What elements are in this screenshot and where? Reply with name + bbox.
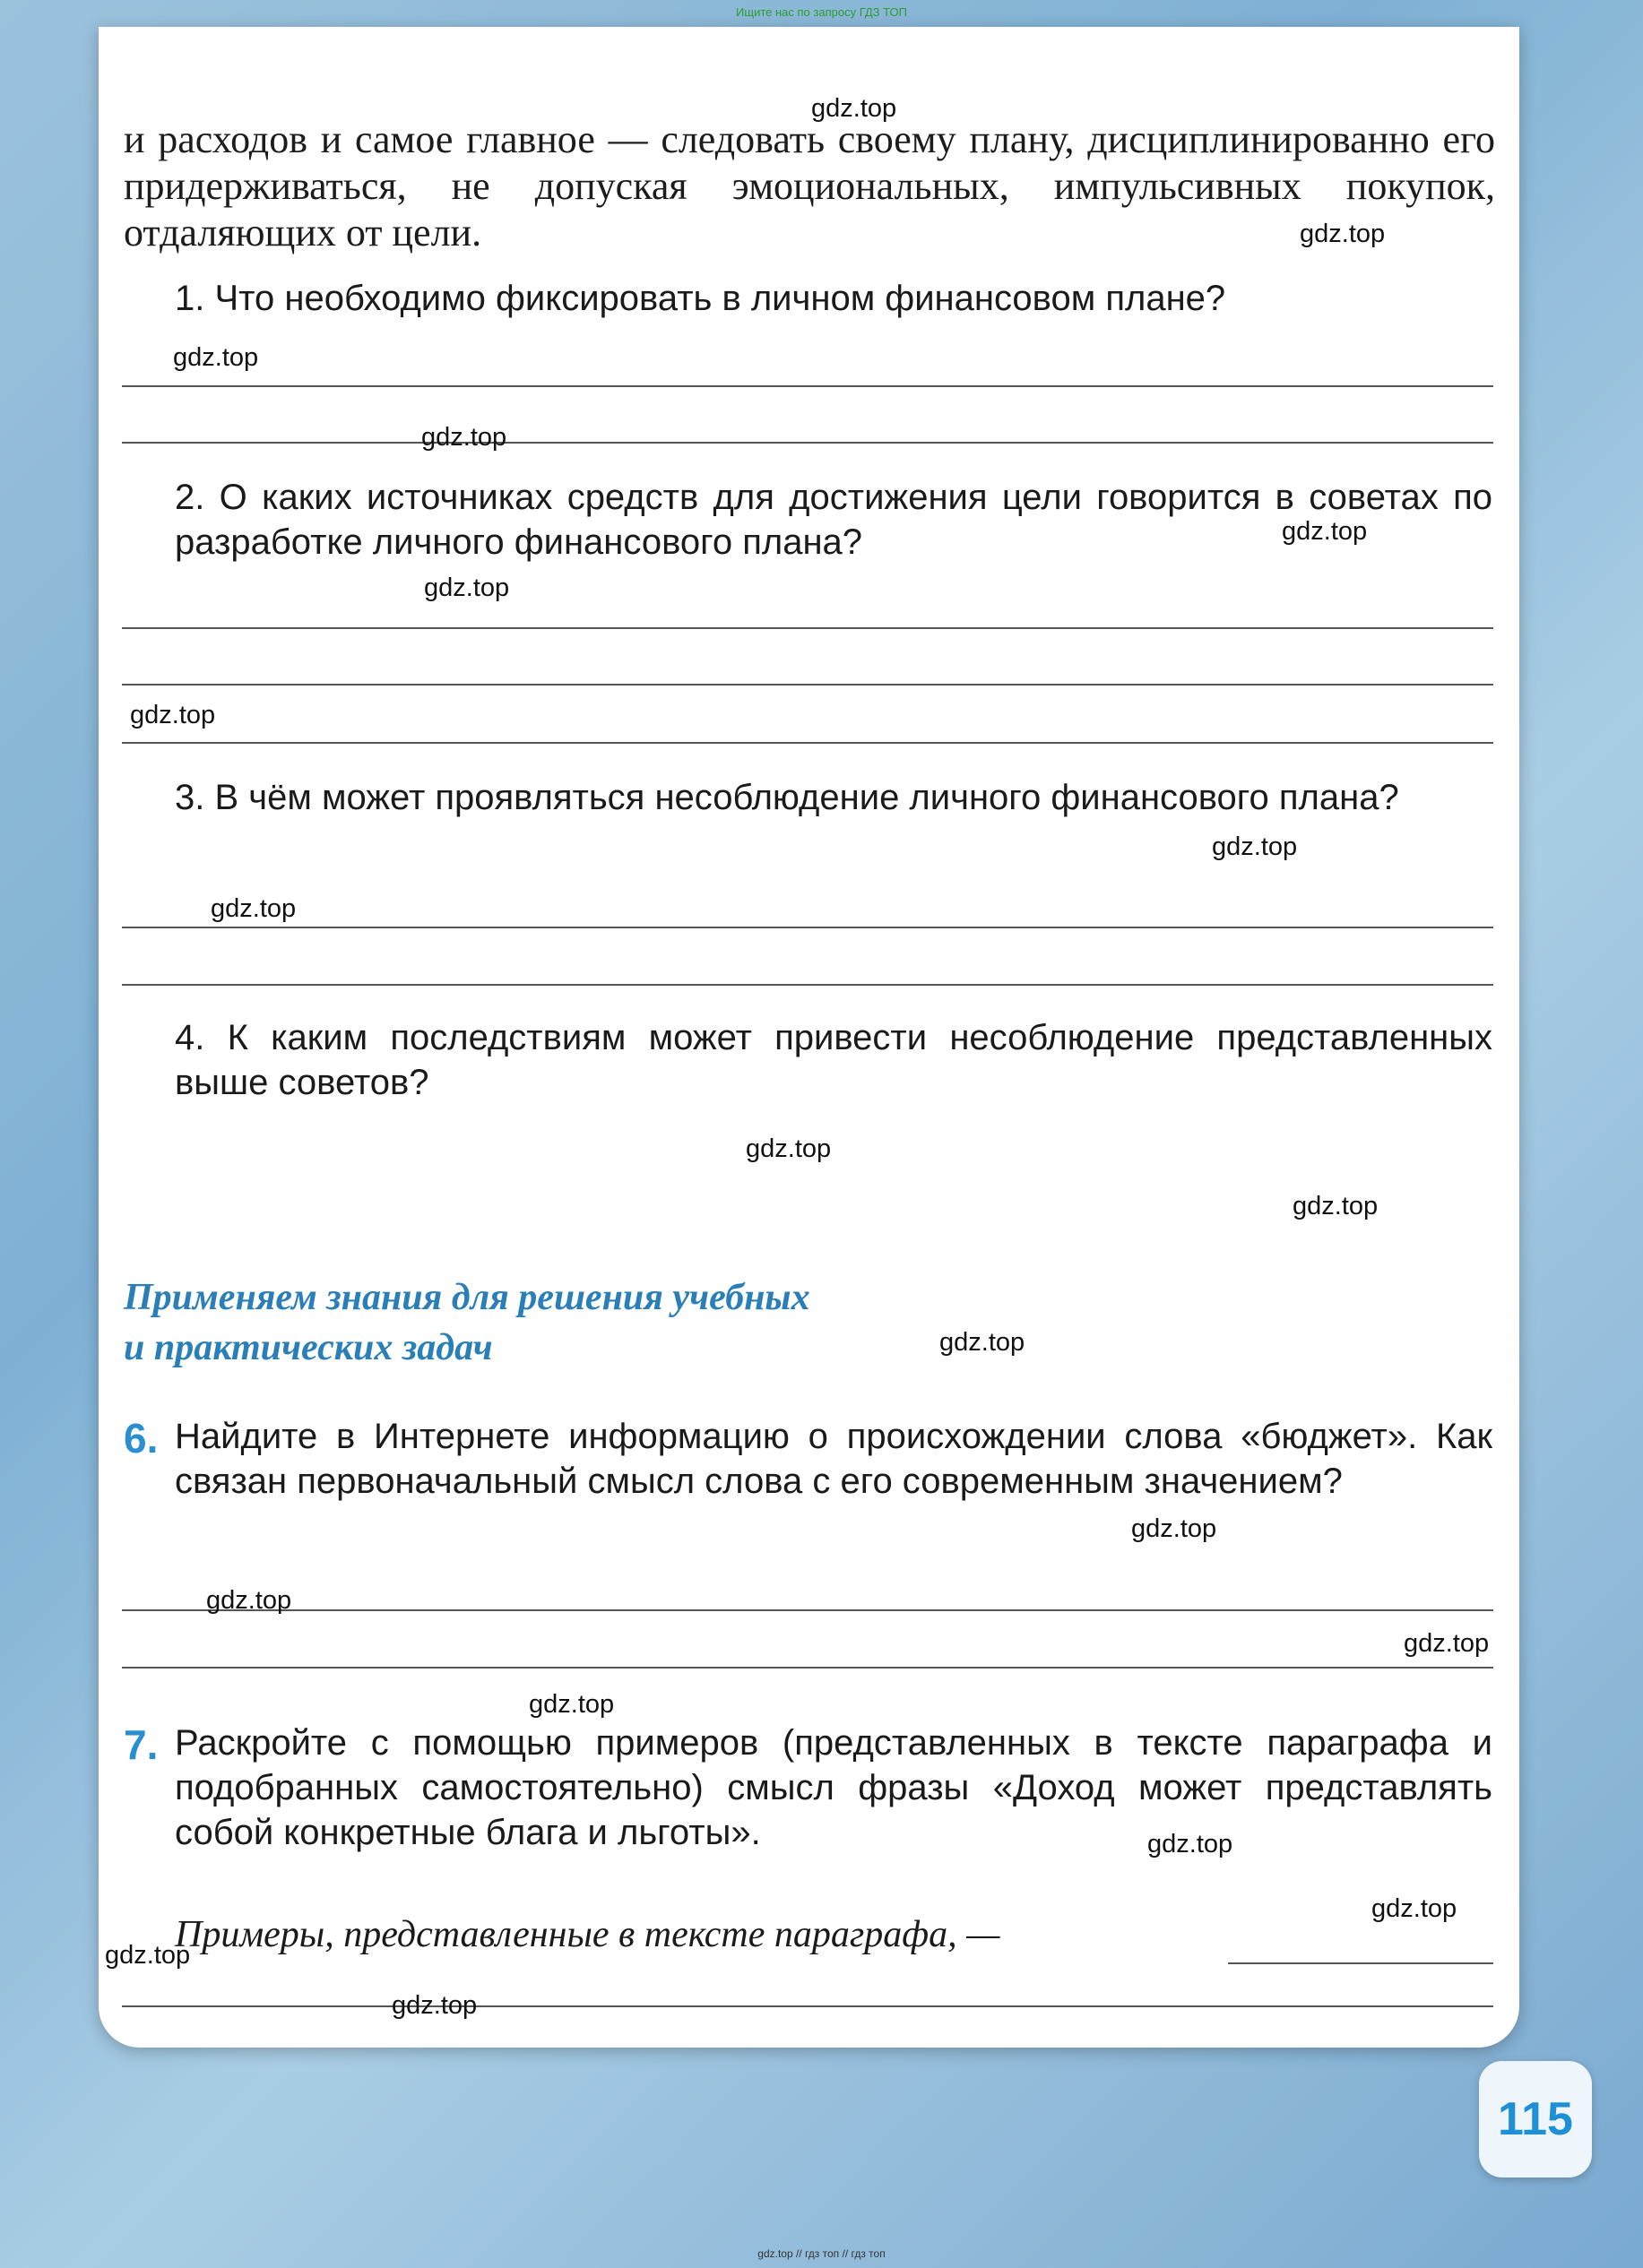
- answer-line[interactable]: [122, 2005, 1493, 2007]
- answer-line[interactable]: [122, 684, 1493, 686]
- watermark: gdz.top: [421, 423, 507, 452]
- page-number: 115: [1479, 2061, 1592, 2177]
- question-1: 1. Что необходимо фиксировать в личном финансовом плане?: [175, 279, 1226, 318]
- watermark: gdz.top: [1404, 1629, 1490, 1658]
- answer-line[interactable]: [122, 627, 1493, 629]
- task-6-text: Найдите в Интернете информацию о происхождении слова «бюджет». Как связан первоначальный смысл слова с его современным значением?: [175, 1417, 1492, 1501]
- task-6-number: 6.: [124, 1415, 159, 1462]
- answer-line[interactable]: [122, 927, 1493, 928]
- question-2: 2. О каких источниках средств для достижения цели говорится в советах по разработке личного финансового плана?: [175, 478, 1492, 562]
- watermark: gdz.top: [105, 1941, 191, 1970]
- question-4: 4. К каким последствиям может привести несоблюдение представленных выше советов?: [175, 1018, 1492, 1102]
- watermark: gdz.top: [1212, 832, 1298, 861]
- section-title-line-2: и практических задач: [124, 1327, 493, 1368]
- answer-line[interactable]: [122, 1609, 1493, 1611]
- watermark: gdz.top: [424, 573, 510, 602]
- examples-prompt: Примеры, представленные в тексте параграфа, —: [175, 1914, 1000, 1955]
- watermark: gdz.top: [206, 1586, 292, 1615]
- watermark: gdz.top: [1131, 1514, 1217, 1543]
- watermark: gdz.top: [1371, 1894, 1457, 1923]
- answer-line[interactable]: [122, 984, 1493, 986]
- bottom-banner: gdz.top // гдз топ // гдз топ: [757, 2247, 886, 2260]
- watermark: gdz.top: [811, 94, 897, 123]
- section-title: [124, 1272, 1199, 1373]
- watermark: gdz.top: [211, 894, 297, 923]
- watermark: gdz.top: [1147, 1830, 1233, 1858]
- answer-line[interactable]: [122, 385, 1493, 387]
- watermark: gdz.top: [1293, 1192, 1379, 1220]
- watermark: gdz.top: [746, 1134, 832, 1163]
- watermark: gdz.top: [529, 1690, 615, 1719]
- answer-line[interactable]: [122, 1667, 1493, 1669]
- workbook-page: [99, 27, 1519, 2048]
- watermark: gdz.top: [1300, 220, 1386, 248]
- intro-paragraph: и расходов и самое главное — следовать своему плану, дисциплинированно его придерживаться, не допуская эмоциональных, импульсивных покупок, отдаляющих от цели.: [124, 117, 1495, 254]
- watermark: gdz.top: [1282, 517, 1368, 546]
- watermark: gdz.top: [130, 701, 216, 729]
- task-7-number: 7.: [124, 1721, 159, 1768]
- top-banner: Ищите нас по запросу ГДЗ ТОП: [736, 5, 907, 19]
- question-3: 3. В чём может проявляться несоблюдение личного финансового плана?: [175, 778, 1399, 817]
- watermark: gdz.top: [939, 1328, 1025, 1357]
- task-7-text: Раскройте с помощью примеров (представленных в тексте параграфа и подобранных самостоятельно) смысл фразы «Доход может представлять собой конкретные блага и льготы».: [175, 1723, 1492, 1852]
- section-title-line-1: Применяем знания для решения учебных: [124, 1277, 810, 1318]
- answer-line[interactable]: [122, 742, 1493, 744]
- watermark: gdz.top: [392, 1991, 478, 2020]
- answer-line[interactable]: [122, 442, 1493, 444]
- watermark: gdz.top: [173, 343, 259, 372]
- examples-answer-line[interactable]: [1228, 1962, 1493, 1964]
